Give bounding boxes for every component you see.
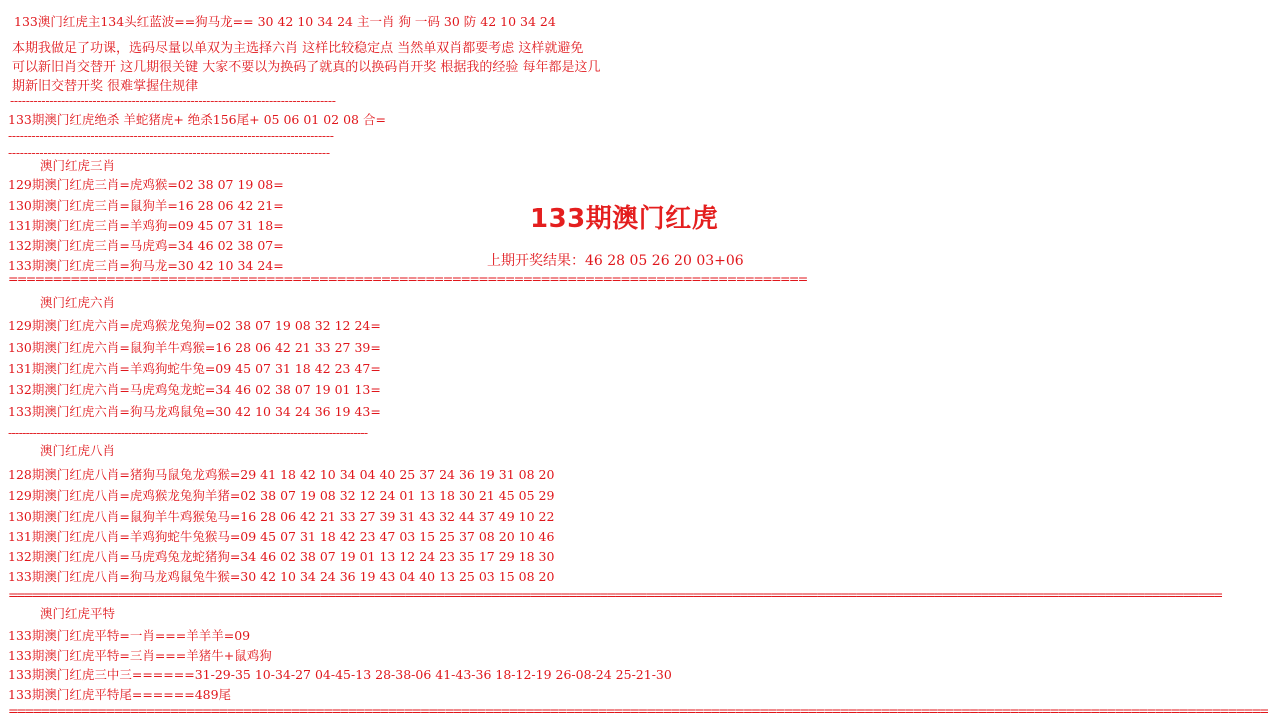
list-item: 132期澳门红虎三肖=马虎鸡=34 46 02 38 07= [8, 238, 284, 253]
list-item: 133期澳门红虎六肖=狗马龙鸡鼠兔=30 42 10 34 24 36 19 43= [8, 404, 381, 419]
list-item: 128期澳门红虎八肖=猪狗马鼠兔龙鸡猴=29 41 18 42 10 34 04 40 25 37 24 36 19 31 08 20 [8, 467, 555, 482]
divider: ------------------------------------------------------------------------------------------------------ [8, 425, 368, 440]
page-title: 133期澳门红虎 [530, 204, 719, 234]
list-item: 131期澳门红虎三肖=羊鸡狗=09 45 07 31 18= [8, 218, 284, 233]
kill-line: 133期澳门红虎绝杀 羊蛇猪虎+ 绝杀156尾+ 05 06 01 02 08 合= [8, 112, 386, 127]
intro-line-3: 期新旧交替开奖 很难掌握住规律 [12, 79, 199, 94]
list-item: 130期澳门红虎八肖=鼠狗羊牛鸡猴兔马=16 28 06 42 21 33 27 39 31 43 32 44 37 49 10 22 [8, 509, 555, 524]
list-item: 133期澳门红虎平特=一肖===羊羊羊=09 [8, 628, 251, 643]
list-item: 132期澳门红虎六肖=马虎鸡兔龙蛇=34 46 02 38 07 19 01 13= [8, 382, 381, 397]
list-item: 130期澳门红虎三肖=鼠狗羊=16 28 06 42 21= [8, 198, 284, 213]
list-item: 133期澳门红虎平特尾======489尾 [8, 687, 232, 702]
section-heading-six: 澳门红虎六肖 [40, 295, 116, 310]
list-item: 133期澳门红虎三肖=狗马龙=30 42 10 34 24= [8, 258, 284, 273]
section-heading-eight: 澳门红虎八肖 [40, 443, 116, 458]
list-item: 132期澳门红虎八肖=马虎鸡兔龙蛇猪狗=34 46 02 38 07 19 01 13 12 24 23 35 17 29 18 30 [8, 549, 555, 564]
list-item: 129期澳门红虎六肖=虎鸡猴龙兔狗=02 38 07 19 08 32 12 24= [8, 318, 381, 333]
divider: ----------------------------------------------------------------------------------- [10, 93, 336, 108]
last-result: 上期开奖结果：46 28 05 26 20 03+06 [487, 253, 744, 269]
list-item: 129期澳门红虎八肖=虎鸡猴龙兔狗羊猪=02 38 07 19 08 32 12 24 01 13 18 30 21 45 05 29 [8, 488, 555, 503]
divider: ---------------------------------------------------------------------------------- [8, 145, 330, 160]
list-item: 130期澳门红虎六肖=鼠狗羊牛鸡猴=16 28 06 42 21 33 27 39= [8, 340, 381, 355]
list-item: 131期澳门红虎六肖=羊鸡狗蛇牛兔=09 45 07 31 18 42 23 47= [8, 361, 381, 376]
list-item: 133期澳门红虎八肖=狗马龙鸡鼠兔牛猴=30 42 10 34 24 36 19 43 04 40 13 25 03 15 08 20 [8, 569, 555, 584]
divider: ============================================================================================================================================================ [8, 587, 1221, 602]
list-item: 133期澳门红虎三中三======31-29-35 10-34-27 04-45-13 28-38-06 41-43-36 18-12-19 26-08-24 25-21-30 [8, 667, 672, 682]
divider: ========================================================================================== [8, 271, 807, 286]
list-item: 131期澳门红虎八肖=羊鸡狗蛇牛兔猴马=09 45 07 31 18 42 23 47 03 15 25 37 08 20 10 46 [8, 529, 555, 544]
section-heading-three: 澳门红虎三肖 [40, 158, 116, 173]
intro-line-2: 可以新旧肖交替开 这几期很关键 大家不要以为换码了就真的以换码肖开奖 根据我的经验 每年都是这几 [12, 60, 601, 75]
list-item: 133期澳门红虎平特=三肖===羊猪牛+鼠鸡狗 [8, 648, 272, 663]
divider: ============================================================================================================================================================ [8, 703, 1268, 718]
divider: ----------------------------------------------------------------------------------- [8, 128, 334, 143]
section-heading-special: 澳门红虎平特 [40, 606, 116, 621]
header-line: 133澳门红虎主134头红蓝波==狗马龙== 30 42 10 34 24 主一肖 狗 一码 30 防 42 10 34 24 [14, 14, 556, 29]
list-item: 129期澳门红虎三肖=虎鸡猴=02 38 07 19 08= [8, 177, 284, 192]
intro-line-1: 本期我做足了功课，选码尽量以单双为主选择六肖 这样比较稳定点 当然单双肖都要考虑 这样就避免 [12, 41, 584, 56]
